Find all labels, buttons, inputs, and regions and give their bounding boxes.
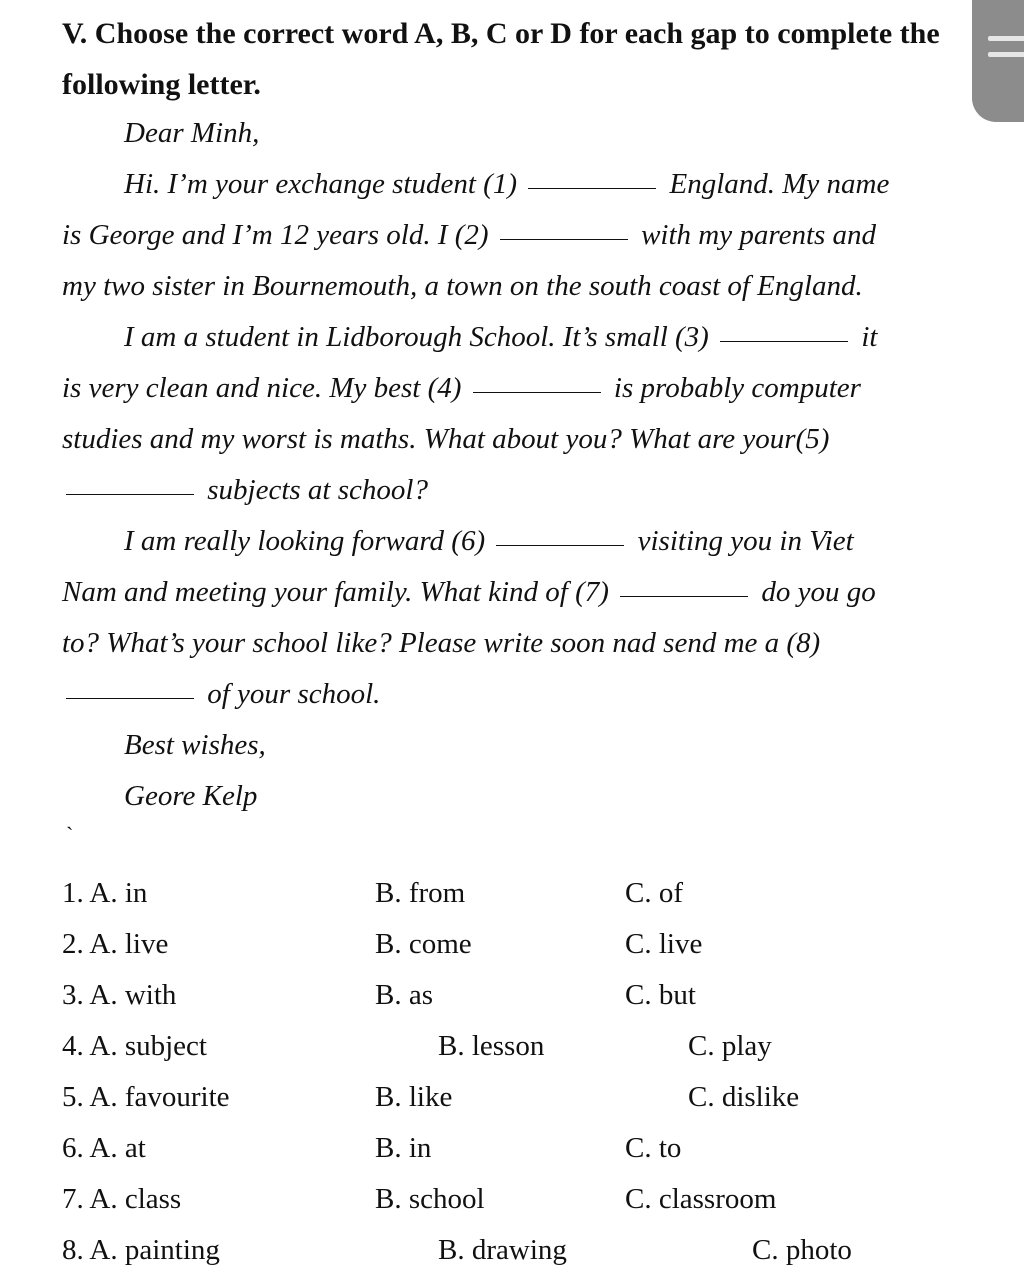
text-segment: England. My name is George and I’m 12 years old. I (2)	[62, 168, 890, 251]
option-c: C. live	[625, 928, 703, 960]
text-segment: it is very clean and nice. My best (4)	[62, 321, 878, 404]
option-b: B. come	[375, 928, 472, 960]
option-row	[62, 1123, 962, 1174]
option-b: B. like	[375, 1081, 453, 1113]
gap-1-blank	[528, 187, 656, 189]
option-row	[62, 868, 962, 919]
gap-2-blank	[500, 238, 628, 240]
option-b: B. drawing	[438, 1234, 567, 1266]
gap-8-blank	[66, 697, 194, 699]
option-c: C. play	[688, 1030, 772, 1062]
option-b: B. from	[375, 877, 466, 909]
letter-paragraph-2	[62, 312, 892, 516]
grip-line-icon	[988, 36, 1024, 41]
option-b: B. as	[375, 979, 433, 1011]
letter-signature: Geore Kelp	[124, 780, 258, 812]
letter-greeting: Dear Minh,	[124, 117, 260, 149]
gap-3-blank	[720, 340, 848, 342]
option-c: C. but	[625, 979, 696, 1011]
option-a: 2. A. live	[62, 928, 169, 960]
letter-body	[62, 108, 892, 822]
option-row	[62, 919, 962, 970]
gap-5-blank	[66, 493, 194, 495]
letter-paragraph-1	[62, 159, 892, 312]
gap-7-blank	[620, 595, 748, 597]
scroll-handle[interactable]	[972, 0, 1024, 122]
gap-4-blank	[473, 391, 601, 393]
text-segment: Hi. I’m your exchange student (1)	[124, 168, 517, 200]
option-row	[62, 1072, 962, 1123]
option-a: 4. A. subject	[62, 1030, 207, 1062]
option-row	[62, 1225, 962, 1276]
answer-options	[62, 868, 962, 1276]
option-a: 1. A. in	[62, 877, 148, 909]
gap-6-blank	[496, 544, 624, 546]
grip-line-icon	[988, 52, 1024, 57]
text-segment: visiting you in Viet Nam and meeting your family. What kind of (7)	[62, 525, 854, 608]
text-segment: of your school.	[207, 678, 381, 710]
letter-closing: Best wishes,	[124, 729, 266, 761]
text-segment: do you go to? What’s your school like? Please write soon nad send me a (8)	[62, 576, 876, 659]
option-c: C. dislike	[688, 1081, 800, 1113]
option-row	[62, 1174, 962, 1225]
option-row	[62, 970, 962, 1021]
text-segment: with my parents and my two sister in Bournemouth, a town on the south coast of England.	[62, 219, 877, 302]
text-segment: is probably computer studies and my worst is maths. What about you? What are your(5)	[62, 372, 861, 455]
text-segment: I am a student in Lidborough School. It’s small (3)	[124, 321, 709, 353]
text-segment: I am really looking forward (6)	[124, 525, 486, 557]
option-c: C. of	[625, 877, 683, 909]
option-a: 7. A. class	[62, 1183, 182, 1215]
exercise-heading: V. Choose the correct word A, B, C or D for each gap to complete the following letter.	[62, 17, 940, 101]
stray-mark: `	[66, 822, 74, 847]
option-c: C. classroom	[625, 1183, 777, 1215]
option-c: C. photo	[752, 1234, 852, 1266]
option-c: C. to	[625, 1132, 682, 1164]
option-a: 3. A. with	[62, 979, 177, 1011]
option-a: 6. A. at	[62, 1132, 146, 1164]
letter-paragraph-3	[62, 516, 892, 720]
option-a: 8. A. painting	[62, 1234, 220, 1266]
text-segment: subjects at school?	[207, 474, 428, 506]
option-b: B. in	[375, 1132, 432, 1164]
option-b: B. school	[375, 1183, 485, 1215]
option-row	[62, 1021, 962, 1072]
option-b: B. lesson	[438, 1030, 545, 1062]
option-a: 5. A. favourite	[62, 1081, 230, 1113]
